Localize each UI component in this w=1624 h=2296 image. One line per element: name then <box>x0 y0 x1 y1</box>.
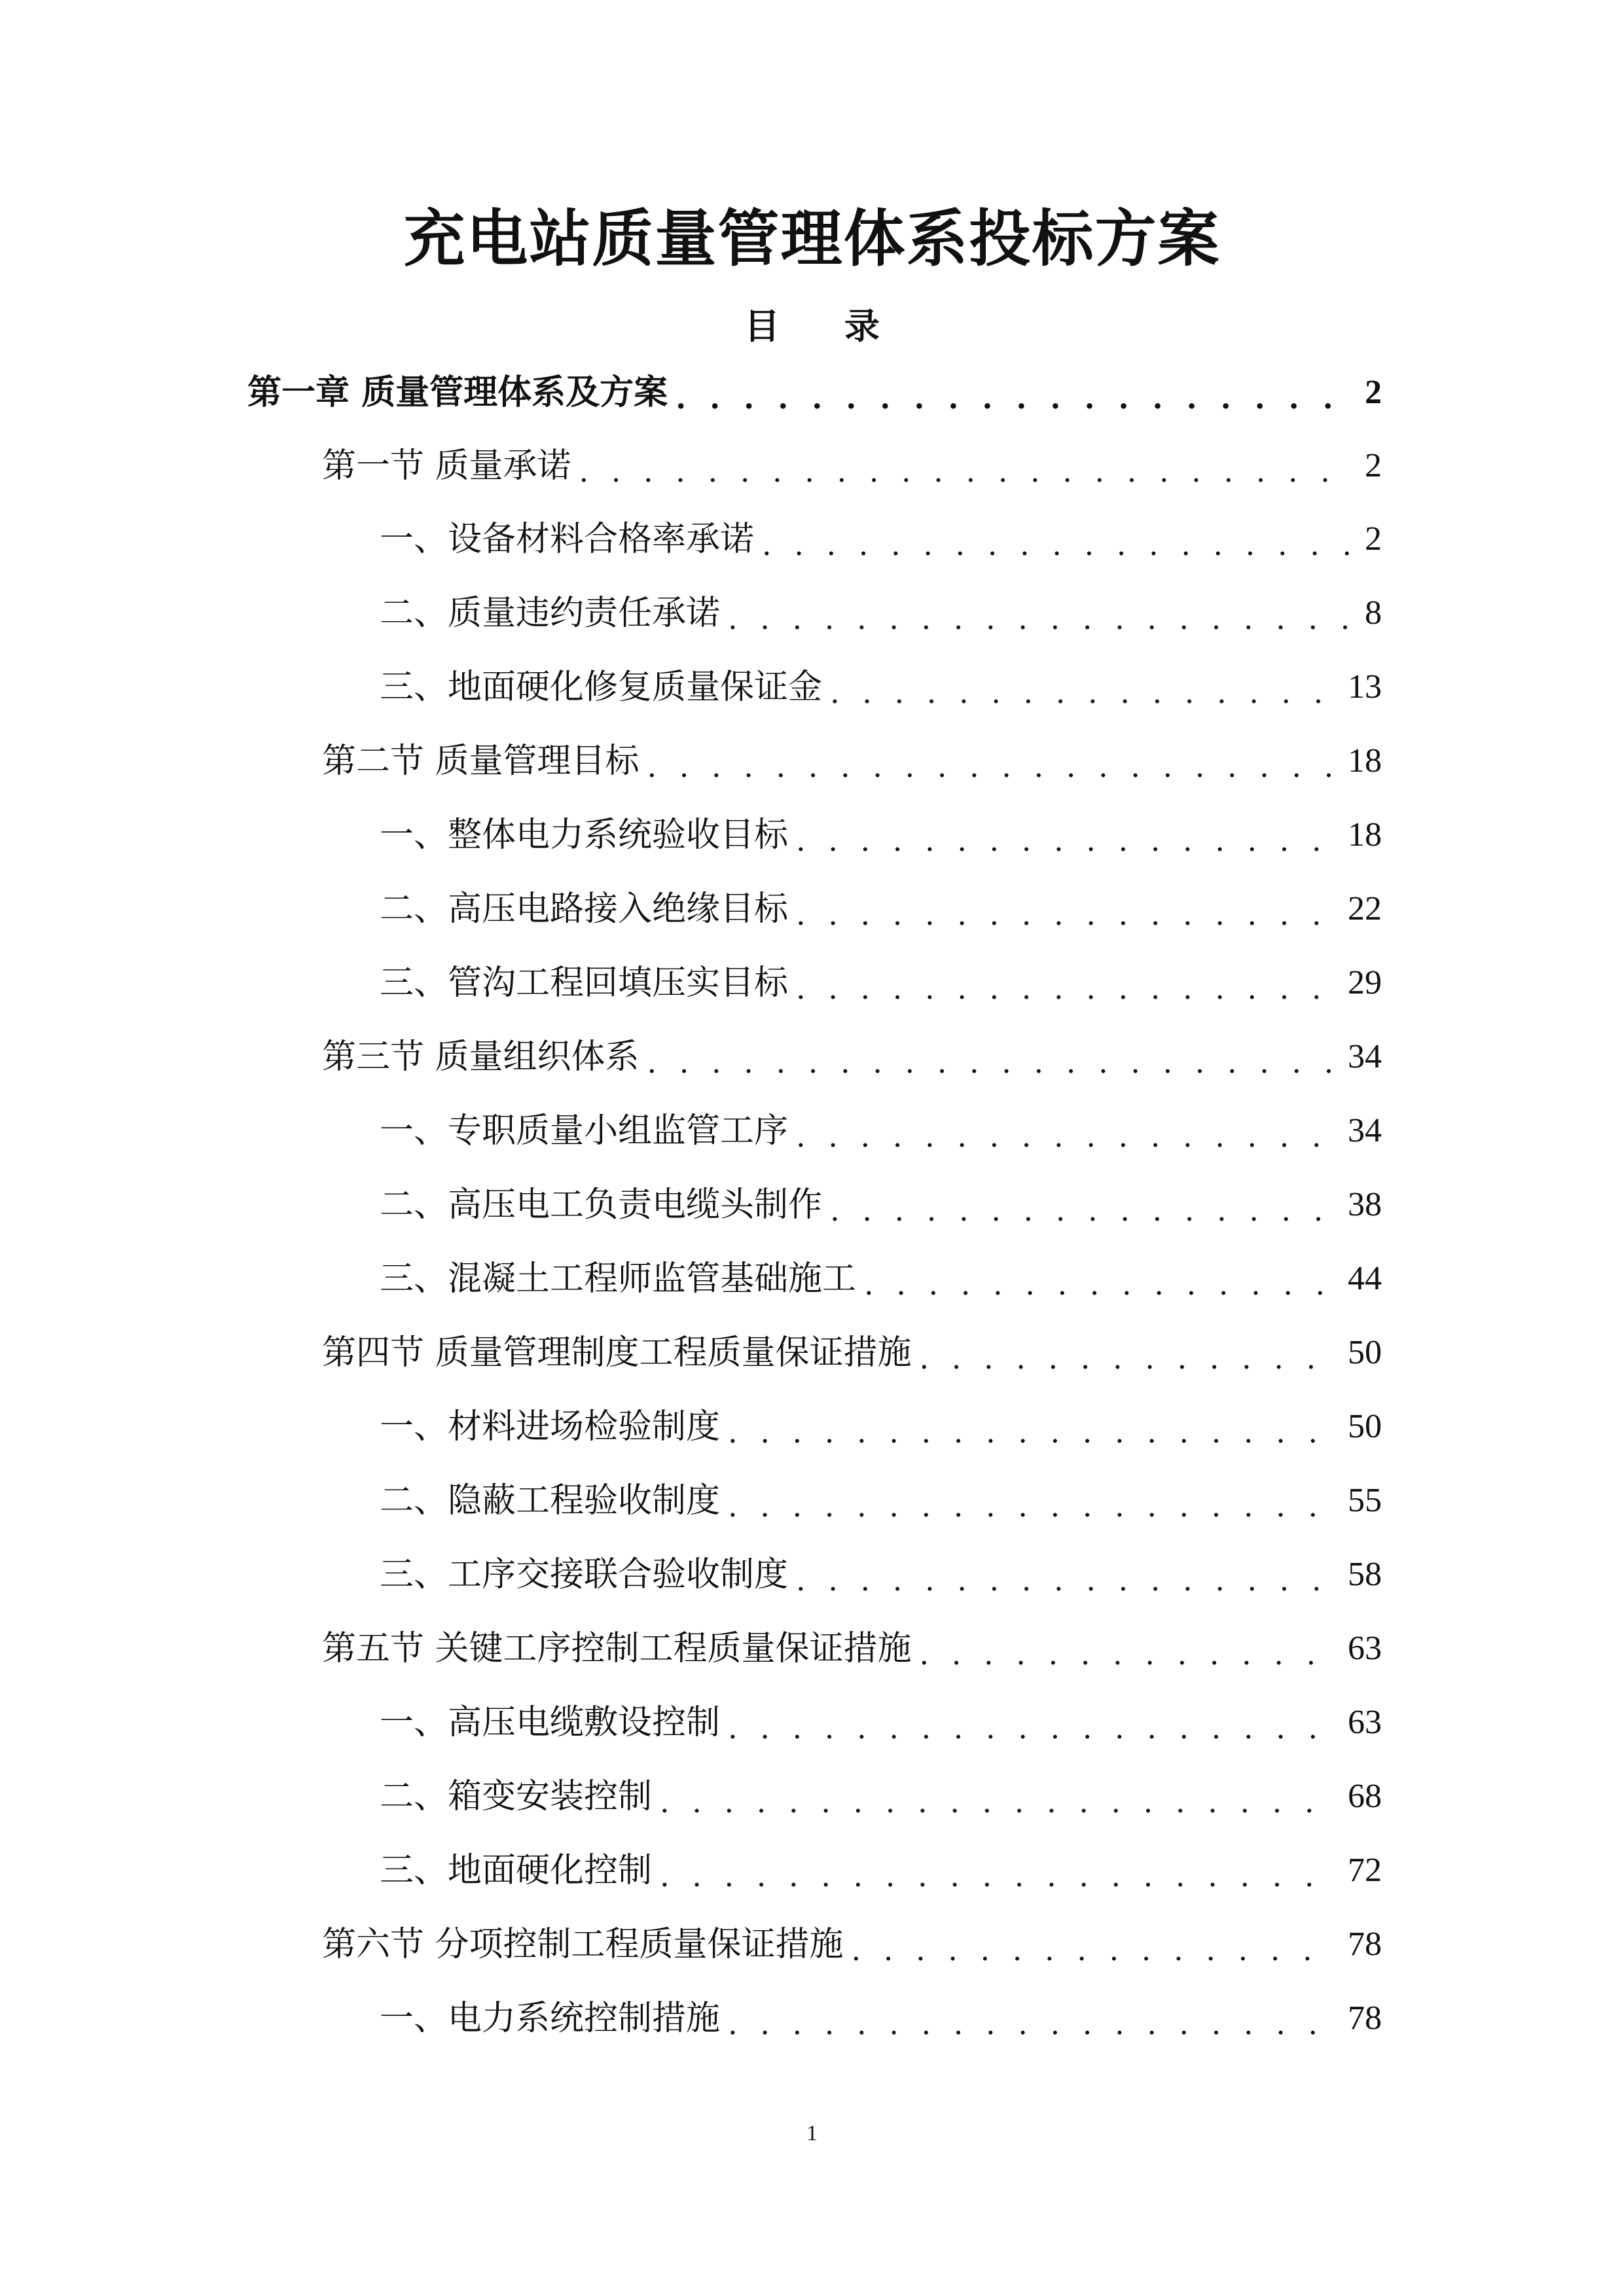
toc-dot-leader <box>660 1855 1336 1897</box>
toc-subsection-entry[interactable] <box>380 1253 1382 1305</box>
toc-subsection-entry[interactable] <box>380 1475 1382 1527</box>
toc-subsection-entry[interactable] <box>380 1105 1382 1157</box>
toc-entry-title: 第四节 质量管理制度工程质量保证措施 <box>322 1333 912 1372</box>
toc-dot-leader <box>676 377 1350 419</box>
toc-entry-title: 第三节 质量组织体系 <box>322 1037 640 1077</box>
toc-dot-leader <box>920 1337 1336 1379</box>
toc-entry-page: 2 <box>1365 374 1382 411</box>
toc-subsection-entry[interactable] <box>380 1696 1382 1749</box>
toc-entry-page: 34 <box>1348 1038 1382 1075</box>
toc-subsection-entry[interactable] <box>380 1770 1382 1823</box>
toc-dot-leader <box>796 967 1336 1009</box>
toc-dot-leader <box>830 1189 1336 1231</box>
toc-entry-page: 2 <box>1365 520 1382 558</box>
toc-dot-leader <box>728 2003 1336 2045</box>
toc-entry-page: 55 <box>1348 1482 1382 1519</box>
toc-subsection-entry[interactable] <box>380 809 1382 861</box>
toc-entry-page: 22 <box>1348 890 1382 927</box>
toc-entry-title: 第五节 关键工序控制工程质量保证措施 <box>322 1629 912 1668</box>
toc-entry-title: 一、整体电力系统验收目标 <box>380 816 789 855</box>
toc-dot-leader <box>796 893 1336 935</box>
toc-entry-title: 二、高压电路接入绝缘目标 <box>380 889 789 929</box>
toc-entry-page: 63 <box>1348 1704 1382 1741</box>
toc-entry-page: 58 <box>1348 1556 1382 1593</box>
toc-dot-leader <box>796 1559 1336 1601</box>
toc-dot-leader <box>920 1633 1336 1675</box>
toc-entry-page: 13 <box>1348 668 1382 706</box>
toc-subsection-entry[interactable] <box>380 1844 1382 1897</box>
toc-heading: 目 录 <box>744 305 906 347</box>
toc-entry-page: 29 <box>1348 964 1382 1001</box>
toc-dot-leader <box>864 1263 1336 1305</box>
toc-dot-leader <box>728 598 1350 639</box>
toc-subsection-entry[interactable] <box>380 1179 1382 1231</box>
toc-entry-page: 78 <box>1348 1926 1382 1963</box>
toc-entry-page: 50 <box>1348 1408 1382 1445</box>
toc-entry-title: 一、高压电缆敷设控制 <box>380 1703 721 1742</box>
toc-dot-leader <box>762 524 1350 565</box>
toc-entry-title: 一、电力系统控制措施 <box>380 1999 721 2038</box>
toc-entry-title: 第一节 质量承诺 <box>322 446 571 486</box>
toc-entry-title: 第二节 质量管理目标 <box>322 742 640 781</box>
document-title: 充电站质量管理体系投标方案 <box>403 203 1221 275</box>
toc-dot-leader <box>852 1929 1336 1971</box>
toc-entry-page: 38 <box>1348 1186 1382 1223</box>
toc-section-entry[interactable] <box>322 440 1382 492</box>
toc-dot-leader <box>796 819 1336 861</box>
toc-entry-title: 二、质量违约责任承诺 <box>380 594 721 633</box>
toc-section-entry[interactable] <box>322 1918 1382 1971</box>
toc-subsection-entry[interactable] <box>380 587 1382 639</box>
toc-dot-leader <box>579 450 1350 492</box>
toc-entry-page: 72 <box>1348 1852 1382 1889</box>
toc-section-entry[interactable] <box>322 1327 1382 1379</box>
toc-subsection-entry[interactable] <box>380 957 1382 1009</box>
toc-subsection-entry[interactable] <box>380 661 1382 713</box>
toc-dot-leader <box>830 672 1336 713</box>
toc-entry-page: 68 <box>1348 1778 1382 1815</box>
toc-entry-title: 三、地面硬化控制 <box>380 1851 653 1890</box>
toc-subsection-entry[interactable] <box>380 513 1382 565</box>
toc-subsection-entry[interactable] <box>380 1992 1382 2045</box>
toc-dot-leader <box>728 1411 1336 1453</box>
toc-entry-title: 一、设备材料合格率承诺 <box>380 520 755 559</box>
toc-entry-title: 第六节 分项控制工程质量保证措施 <box>322 1925 844 1964</box>
toc-entry-title: 三、管沟工程回填压实目标 <box>380 963 789 1003</box>
toc-entry-page: 50 <box>1348 1334 1382 1371</box>
toc-dot-leader <box>660 1781 1336 1823</box>
toc-section-entry[interactable] <box>322 1031 1382 1083</box>
toc-entry-title: 二、高压电工负责电缆头制作 <box>380 1185 823 1225</box>
toc-entry-page: 2 <box>1365 447 1382 484</box>
toc-section-entry[interactable] <box>322 735 1382 787</box>
toc-entry-page: 78 <box>1348 2000 1382 2037</box>
toc-entry-page: 8 <box>1365 594 1382 632</box>
toc-entry-title: 二、箱变安装控制 <box>380 1777 653 1816</box>
toc-subsection-entry[interactable] <box>380 1401 1382 1453</box>
page-number: 1 <box>806 2121 818 2145</box>
toc-subsection-entry[interactable] <box>380 1549 1382 1601</box>
toc-entry-page: 18 <box>1348 742 1382 780</box>
toc-entry-title: 第一章 质量管理体系及方案 <box>247 372 668 412</box>
toc-entry-page: 63 <box>1348 1630 1382 1667</box>
toc-section-entry[interactable] <box>322 1623 1382 1675</box>
toc-entry-title: 三、混凝土工程师监管基础施工 <box>380 1259 857 1299</box>
toc-chapter-entry[interactable] <box>247 367 1382 419</box>
toc-dot-leader <box>647 1041 1336 1083</box>
toc-subsection-entry[interactable] <box>380 883 1382 935</box>
toc-entry-page: 44 <box>1348 1260 1382 1297</box>
toc-entry-title: 三、地面硬化修复质量保证金 <box>380 668 823 707</box>
toc-entry-title: 三、工序交接联合验收制度 <box>380 1555 789 1594</box>
toc-entry-title: 一、专职质量小组监管工序 <box>380 1111 789 1151</box>
toc-entry-page: 18 <box>1348 816 1382 853</box>
toc-dot-leader <box>647 745 1336 787</box>
toc-dot-leader <box>728 1485 1336 1527</box>
toc-entry-title: 一、材料进场检验制度 <box>380 1407 721 1446</box>
toc-entry-title: 二、隐蔽工程验收制度 <box>380 1481 721 1520</box>
toc-dot-leader <box>796 1115 1336 1157</box>
toc-dot-leader <box>728 1707 1336 1749</box>
toc-entry-page: 34 <box>1348 1112 1382 1149</box>
